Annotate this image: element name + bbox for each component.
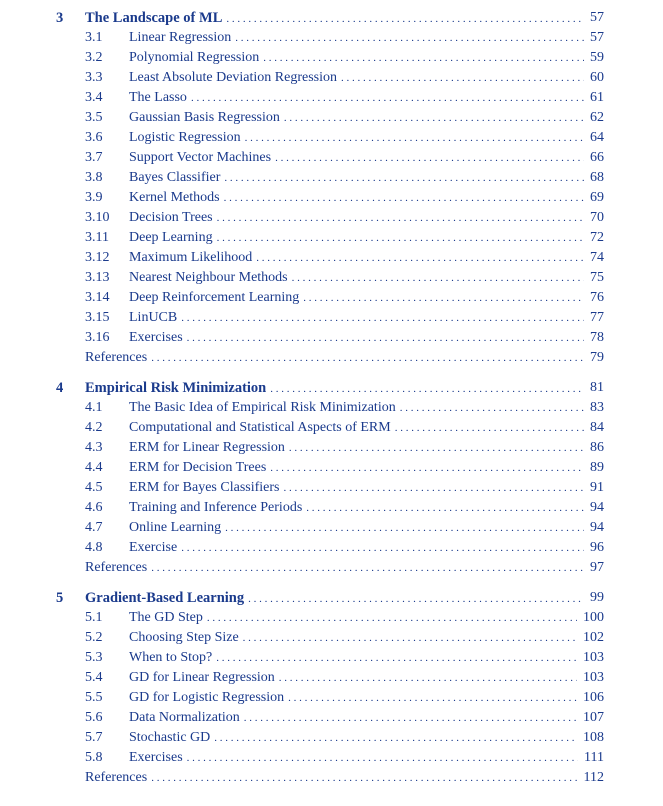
- section-number: 3.3: [85, 70, 103, 85]
- dot-leader: [214, 728, 604, 748]
- section-entry: [129, 188, 604, 208]
- section-title: ERM for Decision Trees: [129, 460, 267, 475]
- section-number: 3.2: [85, 50, 103, 65]
- section-page-number: 111: [578, 748, 604, 768]
- dot-leader: [235, 28, 604, 48]
- section-page-number: 94: [584, 518, 604, 538]
- section-number: 3.15: [85, 310, 110, 325]
- chapter-number: 4: [56, 380, 64, 396]
- section-page-number: 91: [584, 478, 604, 498]
- section-number: 3.8: [85, 170, 103, 185]
- section-entry: [129, 708, 604, 728]
- section-page-number: 57: [584, 28, 604, 48]
- references-link[interactable]: [0, 768, 663, 788]
- chapter-heading-link[interactable]: [0, 378, 663, 398]
- section-link[interactable]: [0, 748, 663, 768]
- section-link[interactable]: [0, 68, 663, 88]
- section-page-number: 75: [584, 268, 604, 288]
- section-entry: [129, 128, 604, 148]
- section-number: 3.4: [85, 90, 103, 105]
- section-title: Maximum Likelihood: [129, 250, 253, 265]
- section-entry: [129, 418, 604, 438]
- section-entry: [129, 728, 604, 748]
- chapter-block: [0, 8, 663, 368]
- section-link[interactable]: [0, 228, 663, 248]
- section-link[interactable]: [0, 688, 663, 708]
- references-entry: [85, 348, 604, 368]
- section-number: 3.7: [85, 150, 103, 165]
- section-page-number: 89: [584, 458, 604, 478]
- chapter-heading-link[interactable]: [0, 588, 663, 608]
- dot-leader: [263, 48, 604, 68]
- dot-leader: [248, 588, 604, 609]
- section-link[interactable]: [0, 208, 663, 228]
- section-page-number: 60: [584, 68, 604, 88]
- chapter-title: Empirical Risk Minimization: [85, 380, 267, 396]
- section-page-number: 62: [584, 108, 604, 128]
- chapter-entry: [85, 588, 604, 609]
- dot-leader: [283, 478, 604, 498]
- section-page-number: 66: [584, 148, 604, 168]
- dot-leader: [217, 208, 604, 228]
- section-title: Data Normalization: [129, 710, 240, 725]
- section-link[interactable]: [0, 108, 663, 128]
- section-title: Choosing Step Size: [129, 630, 239, 645]
- section-entry: [129, 168, 604, 188]
- section-link[interactable]: [0, 418, 663, 438]
- section-number: 3.14: [85, 290, 110, 305]
- chapter-entry: [85, 8, 604, 29]
- dot-leader: [217, 228, 604, 248]
- section-page-number: 74: [584, 248, 604, 268]
- section-number: 4.3: [85, 440, 103, 455]
- dot-leader: [284, 108, 604, 128]
- section-title: Bayes Classifier: [129, 170, 221, 185]
- section-link[interactable]: [0, 668, 663, 688]
- section-entry: [129, 28, 604, 48]
- section-entry: [129, 668, 604, 688]
- dot-leader: [341, 68, 604, 88]
- section-title: The GD Step: [129, 610, 203, 625]
- section-number: 4.6: [85, 500, 103, 515]
- references-title: References: [85, 560, 148, 575]
- dot-leader: [303, 288, 604, 308]
- section-link[interactable]: [0, 88, 663, 108]
- references-title: References: [85, 770, 148, 785]
- section-entry: [129, 648, 604, 668]
- section-number: 3.12: [85, 250, 110, 265]
- section-entry: [129, 628, 604, 648]
- dot-leader: [224, 168, 604, 188]
- section-title: Support Vector Machines: [129, 150, 272, 165]
- section-link[interactable]: [0, 458, 663, 478]
- dot-leader: [151, 348, 604, 368]
- section-number: 5.6: [85, 710, 103, 725]
- section-entry: [129, 288, 604, 308]
- section-number: 5.2: [85, 630, 103, 645]
- section-title: Online Learning: [129, 520, 222, 535]
- dot-leader: [243, 628, 604, 648]
- section-title: Exercises: [129, 750, 183, 765]
- section-page-number: 102: [577, 628, 604, 648]
- section-entry: [129, 228, 604, 248]
- section-entry: [129, 608, 604, 628]
- section-number: 3.1: [85, 30, 103, 45]
- table-of-contents: [0, 8, 663, 798]
- chapter-number: 3: [56, 10, 64, 26]
- section-number: 3.13: [85, 270, 110, 285]
- section-title: Logistic Regression: [129, 130, 241, 145]
- chapter-heading-link[interactable]: [0, 8, 663, 28]
- section-page-number: 61: [584, 88, 604, 108]
- section-page-number: 70: [584, 208, 604, 228]
- section-link[interactable]: [0, 128, 663, 148]
- dot-leader: [270, 458, 604, 478]
- chapter-page-number: 99: [584, 588, 604, 608]
- references-link[interactable]: [0, 348, 663, 368]
- dot-leader: [244, 708, 604, 728]
- references-link[interactable]: [0, 558, 663, 578]
- section-page-number: 103: [577, 648, 604, 668]
- section-number: 3.5: [85, 110, 103, 125]
- chapter-number: 5: [56, 590, 64, 606]
- section-entry: [129, 48, 604, 68]
- section-title: Decision Trees: [129, 210, 213, 225]
- dot-leader: [225, 518, 604, 538]
- section-link[interactable]: [0, 398, 663, 418]
- chapter-page-number: 81: [584, 378, 604, 398]
- section-title: ERM for Linear Regression: [129, 440, 285, 455]
- section-number: 5.4: [85, 670, 103, 685]
- references-title: References: [85, 350, 148, 365]
- section-entry: [129, 688, 604, 708]
- section-link[interactable]: [0, 28, 663, 48]
- dot-leader: [226, 8, 604, 29]
- section-link[interactable]: [0, 538, 663, 558]
- references-page-number: 79: [584, 348, 604, 368]
- section-title: GD for Logistic Regression: [129, 690, 285, 705]
- section-title: Least Absolute Deviation Regression: [129, 70, 338, 85]
- dot-leader: [292, 268, 604, 288]
- section-page-number: 78: [584, 328, 604, 348]
- section-page-number: 108: [577, 728, 604, 748]
- dot-leader: [245, 128, 604, 148]
- section-entry: [129, 68, 604, 88]
- dot-leader: [400, 398, 604, 418]
- section-title: GD for Linear Regression: [129, 670, 275, 685]
- section-entry: [129, 498, 604, 518]
- section-number: 5.1: [85, 610, 103, 625]
- section-entry: [129, 748, 604, 768]
- section-title: Deep Learning: [129, 230, 213, 245]
- section-link[interactable]: [0, 728, 663, 748]
- section-number: 4.8: [85, 540, 103, 555]
- dot-leader: [275, 148, 604, 168]
- section-link[interactable]: [0, 308, 663, 328]
- dot-leader: [224, 188, 604, 208]
- section-page-number: 68: [584, 168, 604, 188]
- references-page-number: 112: [578, 768, 604, 788]
- section-title: LinUCB: [129, 310, 178, 325]
- section-page-number: 106: [577, 688, 604, 708]
- section-number: 5.8: [85, 750, 103, 765]
- section-title: The Basic Idea of Empirical Risk Minimization: [129, 400, 396, 415]
- dot-leader: [256, 248, 604, 268]
- dot-leader: [151, 768, 604, 788]
- section-page-number: 72: [584, 228, 604, 248]
- section-title: Stochastic GD: [129, 730, 211, 745]
- section-title: Polynomial Regression: [129, 50, 260, 65]
- section-entry: [129, 398, 604, 418]
- section-page-number: 83: [584, 398, 604, 418]
- section-entry: [129, 538, 604, 558]
- section-title: Exercises: [129, 330, 183, 345]
- section-number: 4.7: [85, 520, 103, 535]
- section-link[interactable]: [0, 608, 663, 628]
- section-number: 3.9: [85, 190, 103, 205]
- dot-leader: [289, 438, 604, 458]
- chapter-title: The Landscape of ML: [85, 10, 223, 26]
- section-page-number: 84: [584, 418, 604, 438]
- section-link[interactable]: [0, 708, 663, 728]
- section-title: When to Stop?: [129, 650, 213, 665]
- section-link[interactable]: [0, 438, 663, 458]
- section-number: 4.4: [85, 460, 103, 475]
- dot-leader: [270, 378, 604, 399]
- section-title: Training and Inference Periods: [129, 500, 303, 515]
- section-page-number: 107: [577, 708, 604, 728]
- section-title: Exercise: [129, 540, 178, 555]
- section-title: Linear Regression: [129, 30, 232, 45]
- dot-leader: [288, 688, 604, 708]
- section-link[interactable]: [0, 148, 663, 168]
- section-title: Computational and Statistical Aspects of ERM: [129, 420, 391, 435]
- section-entry: [129, 88, 604, 108]
- dot-leader: [181, 308, 604, 328]
- section-page-number: 94: [584, 498, 604, 518]
- chapter-title: Gradient-Based Learning: [85, 590, 245, 606]
- section-number: 4.2: [85, 420, 103, 435]
- section-page-number: 77: [584, 308, 604, 328]
- section-number: 5.3: [85, 650, 103, 665]
- section-title: Kernel Methods: [129, 190, 220, 205]
- dot-leader: [306, 498, 604, 518]
- section-number: 3.6: [85, 130, 103, 145]
- section-title: ERM for Bayes Classifiers: [129, 480, 280, 495]
- chapter-entry: [85, 378, 604, 399]
- section-entry: [129, 108, 604, 128]
- section-entry: [129, 438, 604, 458]
- section-link[interactable]: [0, 288, 663, 308]
- section-number: 4.5: [85, 480, 103, 495]
- section-entry: [129, 148, 604, 168]
- section-page-number: 96: [584, 538, 604, 558]
- section-entry: [129, 478, 604, 498]
- dot-leader: [207, 608, 604, 628]
- references-page-number: 97: [584, 558, 604, 578]
- dot-leader: [191, 88, 604, 108]
- section-page-number: 103: [577, 668, 604, 688]
- section-title: Nearest Neighbour Methods: [129, 270, 288, 285]
- dot-leader: [279, 668, 604, 688]
- section-page-number: 86: [584, 438, 604, 458]
- section-entry: [129, 308, 604, 328]
- chapter-block: [0, 378, 663, 578]
- section-link[interactable]: [0, 498, 663, 518]
- section-link[interactable]: [0, 478, 663, 498]
- section-link[interactable]: [0, 248, 663, 268]
- chapter-page-number: 57: [584, 8, 604, 28]
- dot-leader: [181, 538, 604, 558]
- section-link[interactable]: [0, 328, 663, 348]
- section-page-number: 76: [584, 288, 604, 308]
- dot-leader: [187, 748, 604, 768]
- section-link[interactable]: [0, 628, 663, 648]
- section-entry: [129, 248, 604, 268]
- section-page-number: 100: [577, 608, 604, 628]
- section-link[interactable]: [0, 188, 663, 208]
- section-link[interactable]: [0, 48, 663, 68]
- section-number: 5.7: [85, 730, 103, 745]
- section-entry: [129, 268, 604, 288]
- section-number: 4.1: [85, 400, 103, 415]
- section-number: 3.10: [85, 210, 110, 225]
- section-page-number: 64: [584, 128, 604, 148]
- dot-leader: [187, 328, 604, 348]
- section-link[interactable]: [0, 268, 663, 288]
- section-entry: [129, 208, 604, 228]
- section-link[interactable]: [0, 518, 663, 538]
- dot-leader: [216, 648, 604, 668]
- references-entry: [85, 768, 604, 788]
- section-link[interactable]: [0, 168, 663, 188]
- section-number: 5.5: [85, 690, 103, 705]
- references-entry: [85, 558, 604, 578]
- dot-leader: [151, 558, 604, 578]
- section-entry: [129, 458, 604, 478]
- section-entry: [129, 328, 604, 348]
- section-title: Gaussian Basis Regression: [129, 110, 280, 125]
- dot-leader: [395, 418, 604, 438]
- chapter-block: [0, 588, 663, 788]
- section-number: 3.11: [85, 230, 109, 245]
- section-number: 3.16: [85, 330, 110, 345]
- section-page-number: 59: [584, 48, 604, 68]
- section-link[interactable]: [0, 648, 663, 668]
- section-entry: [129, 518, 604, 538]
- section-page-number: 69: [584, 188, 604, 208]
- section-title: Deep Reinforcement Learning: [129, 290, 300, 305]
- section-title: The Lasso: [129, 90, 187, 105]
